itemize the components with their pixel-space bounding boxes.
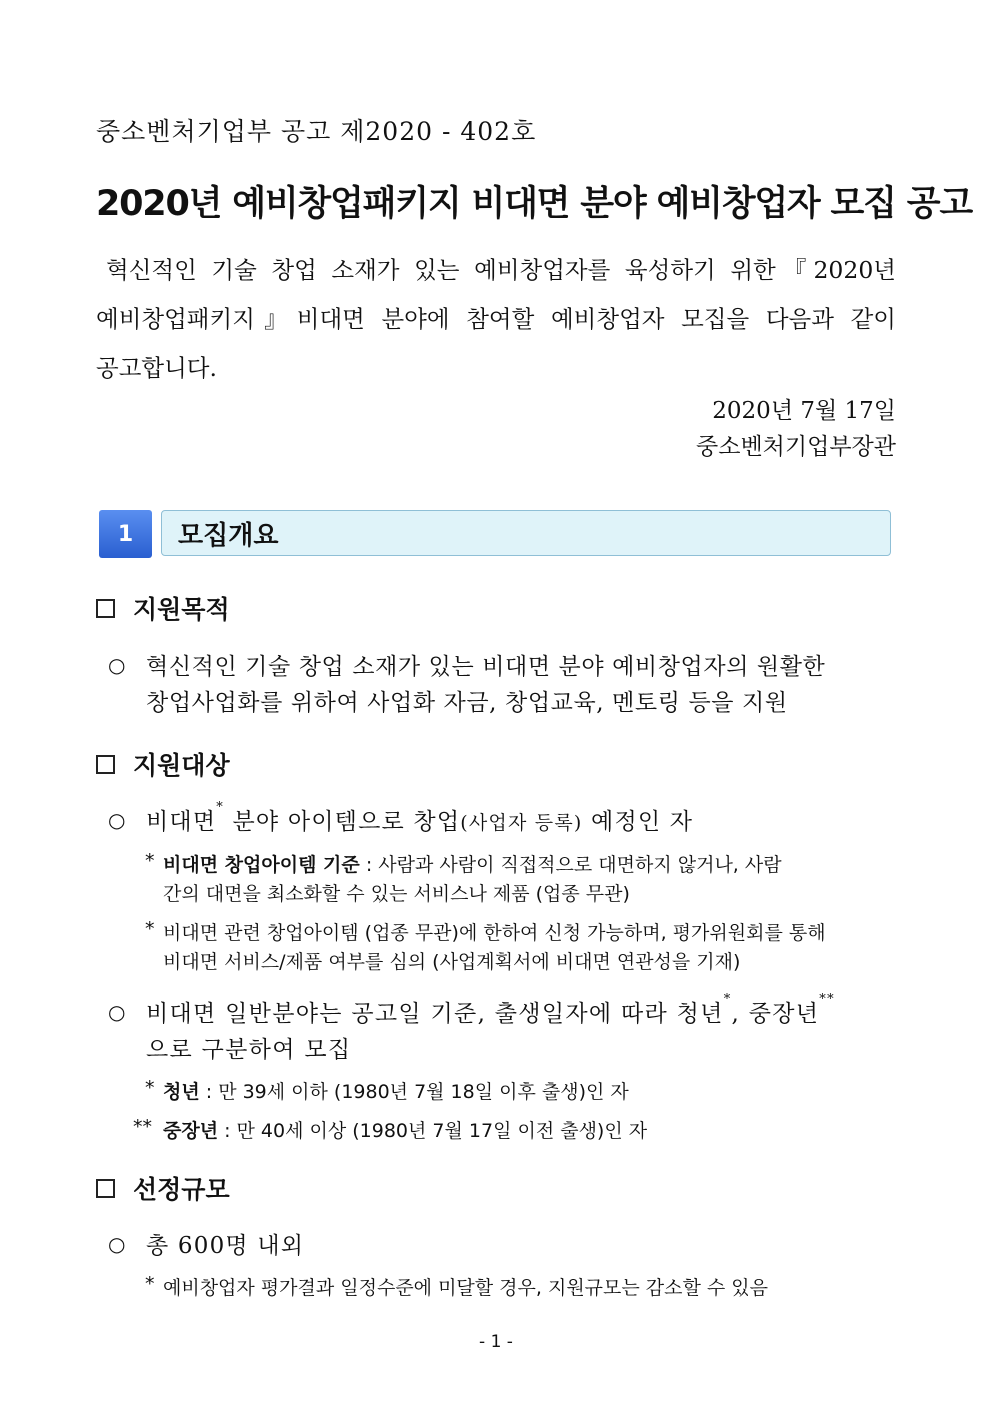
target-note-2-line-2: 비대면 서비스/제품 여부를 심의 (사업계획서에 비대면 연관성을 기재): [163, 951, 741, 973]
circle-bullet-icon: ○: [108, 1000, 126, 1024]
intro-line-1: 혁신적인 기술 창업 소재가 있는 예비창업자를 육성하기 위한『2020년: [106, 256, 896, 284]
purpose-bullet-line-2: 창업사업화를 위하여 사업화 자금, 창업교육, 멘토링 등을 지원: [146, 690, 788, 716]
checkbox-square-icon: [96, 599, 115, 618]
footnote-mark: *: [723, 992, 732, 1007]
bullet-text: 분야 아이템으로 창업: [223, 809, 461, 835]
note-bold: 비대면 창업아이템 기준: [163, 854, 360, 876]
purpose-heading: [96, 590, 230, 626]
intro-line-3: 공고합니다.: [96, 354, 217, 382]
note-mark: *: [145, 1273, 155, 1295]
purpose-heading-label: 지원목적: [133, 595, 230, 624]
scale-bullet: 총 600명 내외: [146, 1233, 305, 1259]
document-title: 2020년 예비창업패키지 비대면 분야 예비창업자 모집 공고: [96, 184, 972, 224]
note-text: : 만 39세 이하 (1980년 7월 18일 이후 출생)인 자: [199, 1081, 629, 1103]
note-text: : 사람과 사람이 직접적으로 대면하지 않거나, 사람: [359, 854, 782, 876]
target-heading: [96, 746, 230, 782]
target-bullet-2-line-1: [146, 992, 835, 1028]
bullet-text: 비대면 일반분야는 공고일 기준, 출생일자에 따라 청년: [146, 1001, 724, 1027]
note-mark: **: [133, 1116, 152, 1138]
section-title: 모집개요: [161, 510, 891, 556]
issuer-name: 중소벤처기업부장관: [696, 434, 896, 460]
target-note-1-line-2: 간의 대면을 최소화할 수 있는 서비스나 제품 (업종 무관): [163, 883, 630, 905]
checkbox-square-icon: [96, 1179, 115, 1198]
notice-number: 중소벤처기업부 공고 제2020 - 402호: [96, 117, 537, 146]
intro-line-2: 예비창업패키지』비대면 분야에 참여할 예비창업자 모집을 다음과 같이: [96, 305, 896, 333]
target-note-middle-aged: [163, 1116, 647, 1143]
target-note-2-line-1: 비대면 관련 창업아이템 (업종 무관)에 한하여 신청 가능하며, 평가위원회를 통해: [163, 922, 826, 944]
note-mark: *: [145, 918, 155, 940]
note-bold: 청년: [163, 1081, 200, 1103]
footnote-mark: **: [819, 992, 835, 1007]
note-text: : 만 40세 이상 (1980년 7월 17일 이전 출생)인 자: [218, 1120, 648, 1142]
checkbox-square-icon: [96, 755, 115, 774]
scale-heading: [96, 1170, 230, 1206]
footnote-mark: *: [216, 800, 224, 815]
note-mark: *: [145, 850, 155, 872]
target-bullet-1: [146, 800, 694, 836]
scale-note: 예비창업자 평가결과 일정수준에 미달할 경우, 지원규모는 감소할 수 있음: [163, 1277, 768, 1299]
target-note-1-line-1: [163, 850, 782, 877]
target-bullet-2-line-2: 으로 구분하여 모집: [146, 1037, 352, 1063]
circle-bullet-icon: ○: [108, 1232, 126, 1256]
circle-bullet-icon: ○: [108, 653, 126, 677]
page-number: - 1 -: [479, 1332, 513, 1352]
note-mark: *: [145, 1077, 155, 1099]
note-bold: 중장년: [163, 1120, 219, 1142]
section-number-badge: 1: [99, 510, 152, 558]
bullet-text: 예정인 자: [582, 809, 694, 835]
circle-bullet-icon: ○: [108, 808, 126, 832]
purpose-bullet-line-1: 혁신적인 기술 창업 소재가 있는 비대면 분야 예비창업자의 원활한: [146, 654, 826, 680]
bullet-text: 비대면: [146, 809, 217, 835]
bullet-text: , 중장년: [731, 1001, 820, 1027]
target-note-youth: [163, 1077, 629, 1104]
notice-date: 2020년 7월 17일: [712, 398, 896, 424]
intro-paragraph: [96, 246, 896, 393]
bullet-paren: (사업자 등록): [460, 812, 583, 834]
target-heading-label: 지원대상: [133, 751, 230, 780]
scale-heading-label: 선정규모: [133, 1175, 230, 1204]
